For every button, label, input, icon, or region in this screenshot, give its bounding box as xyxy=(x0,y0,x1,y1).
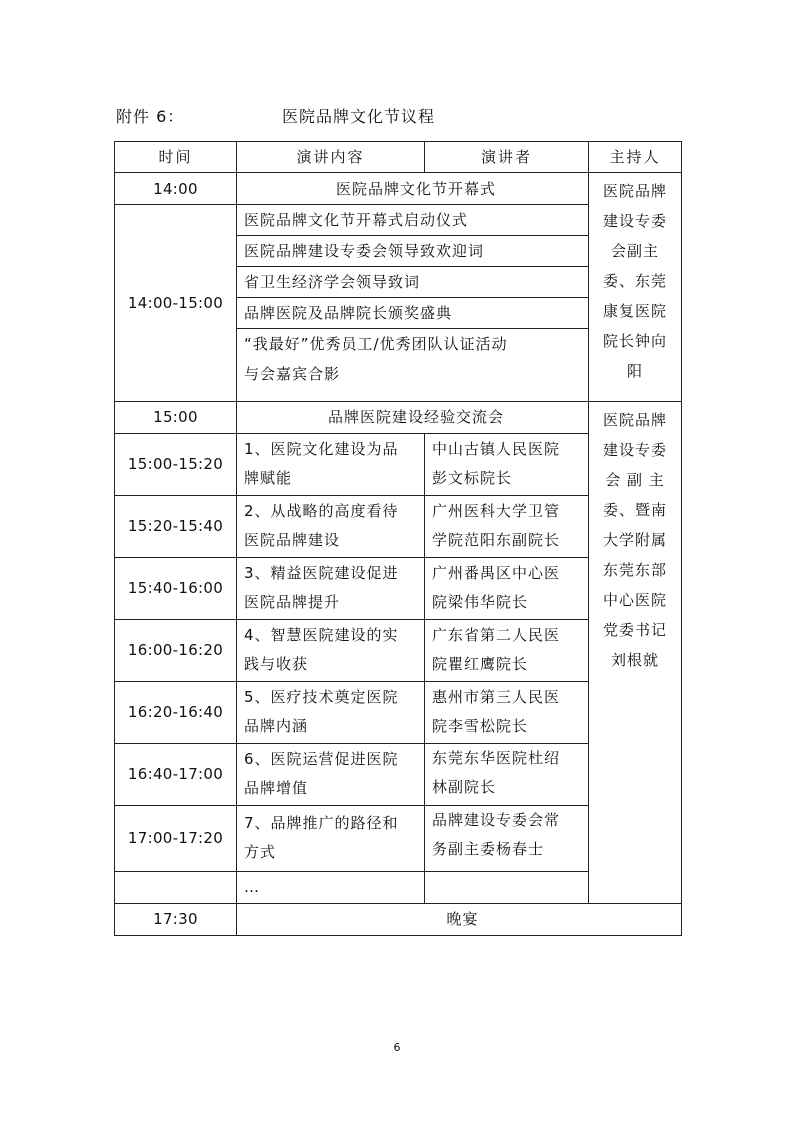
opening-item: 与会嘉宾合影 xyxy=(237,359,589,401)
header-host: 主持人 xyxy=(589,142,682,173)
page-heading xyxy=(116,104,686,130)
session-time: 15:40-16:00 xyxy=(115,557,237,619)
dinner-title: 晚宴 xyxy=(237,903,682,935)
opening-item: “我最好”优秀员工/优秀团队认证活动 xyxy=(237,329,589,360)
session-speaker: 品牌建设专委会常 务副主委杨春士 xyxy=(425,805,589,871)
page-number: 6 xyxy=(393,1041,401,1054)
empty-cell xyxy=(115,871,237,903)
session-time: 16:20-16:40 xyxy=(115,681,237,743)
session-speaker: 惠州市第三人民医 院李雪松院长 xyxy=(425,681,589,743)
header-row xyxy=(115,142,682,173)
table-row xyxy=(115,173,682,205)
session-time: 15:20-15:40 xyxy=(115,495,237,557)
session-topic: 2、从战略的高度看待 医院品牌建设 xyxy=(237,495,425,557)
header-speaker: 演讲者 xyxy=(425,142,589,173)
agenda-title: 医院品牌文化节议程 xyxy=(282,107,436,126)
session-time: 17:00-17:20 xyxy=(115,805,237,871)
session-speaker: 广州番禺区中心医 院梁伟华院长 xyxy=(425,557,589,619)
opening-title: 医院品牌文化节开幕式 xyxy=(237,173,589,205)
dinner-time: 17:30 xyxy=(115,903,237,935)
session-topic: 6、医院运营促进医院 品牌增值 xyxy=(237,743,425,805)
opening-item: 省卫生经济学会领导致词 xyxy=(237,267,589,298)
empty-cell xyxy=(425,871,589,903)
table-row xyxy=(115,903,682,935)
opening-item: 品牌医院及品牌院长颁奖盛典 xyxy=(237,298,589,329)
session-topic: 4、智慧医院建设的实 践与收获 xyxy=(237,619,425,681)
ellipsis-cell: … xyxy=(237,871,425,903)
exchange-title: 品牌医院建设经验交流会 xyxy=(237,401,589,433)
session-topic: 5、医疗技术奠定医院 品牌内涵 xyxy=(237,681,425,743)
opening-item: 医院品牌文化节开幕式启动仪式 xyxy=(237,205,589,236)
session-topic: 7、品牌推广的路径和 方式 xyxy=(237,805,425,871)
session-time: 16:00-16:20 xyxy=(115,619,237,681)
session-speaker: 广东省第二人民医 院瞿红鹰院长 xyxy=(425,619,589,681)
opening-host: 医院品牌 建设专委 会副主 委、东莞 康复医院 院长钟向 阳 xyxy=(589,173,682,402)
session-topic: 1、医院文化建设为品 牌赋能 xyxy=(237,433,425,495)
session-topic: 3、精益医院建设促进 医院品牌提升 xyxy=(237,557,425,619)
opening-block-time: 14:00-15:00 xyxy=(115,205,237,402)
opening-time: 14:00 xyxy=(115,173,237,205)
table-row xyxy=(115,401,682,433)
session-speaker: 东莞东华医院杜绍 林副院长 xyxy=(425,743,589,805)
session-speaker: 中山古镇人民医院 彭文标院长 xyxy=(425,433,589,495)
header-time: 时间 xyxy=(115,142,237,173)
session-time: 16:40-17:00 xyxy=(115,743,237,805)
attachment-label: 附件 6： xyxy=(116,107,185,126)
header-content: 演讲内容 xyxy=(237,142,425,173)
opening-item: 医院品牌建设专委会领导致欢迎词 xyxy=(237,236,589,267)
exchange-time: 15:00 xyxy=(115,401,237,433)
session-time: 15:00-15:20 xyxy=(115,433,237,495)
exchange-host: 医院品牌 建设专委 会 副 主 委、暨南 大学附属 东莞东部 中心医院 党委书记 刘根就 xyxy=(589,401,682,903)
session-speaker: 广州医科大学卫管 学院范阳东副院长 xyxy=(425,495,589,557)
agenda-table xyxy=(114,141,682,936)
